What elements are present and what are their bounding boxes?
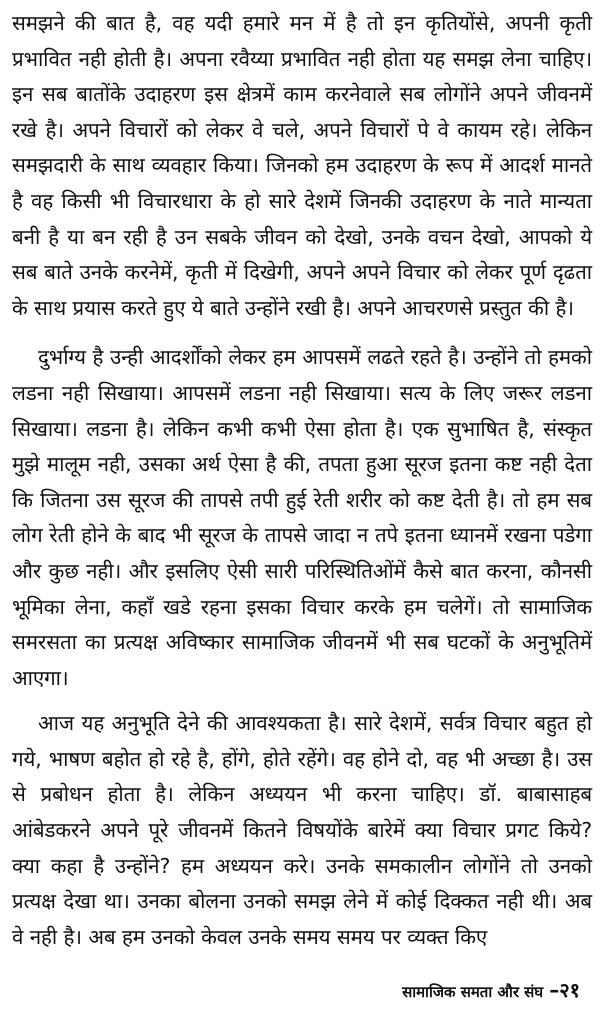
- footer-book-title: सामाजिक समता और संघ: [402, 983, 544, 1001]
- paragraph-2: दुर्भाग्य है उन्ही आदर्शोंको लेकर हम आपसमें लढते रहते है। उन्होंने तो हमको लडना नही सिखाया। आपसमें लडना नही सिखाया। सत्य के लिए जरूर लडना सिखाया। लडना है। लेकिन कभी कभी ऐसा होता है। एक सुभाषित है, संस्कृत मुझे मालूम नही, उसका अर्थ ऐसा है की, तपता हुआ सूरज इतना कष्ट नही देता कि जितना उस सूरज की तापसे तपी हुई रेती शरीर को कष्ट देती है। तो हम सब लोग रेती होने के बाद भी सूरज के तापसे जादा न तपे इतना ध्यानमें रखना पडेगा और कुछ नही। और इसलिए ऐसी सारी परिस्थितिओंमें कैसे बात करना, कौनसी भूमिका लेना, कहाँ खडे रहना इसका विचार करके हम चलेगें। तो सामाजिक समरसता का प्रत्यक्ष अविष्कार सामाजिक जीवनमें भी सब घटकों के अनुभूतिमें आएगा।: [12, 345, 592, 690]
- footer-page-number: –२१: [549, 978, 580, 1002]
- paragraph-1: समझने की बात है, वह यदी हमारे मन में है तो इन कृतियोंसे, अपनी कृती प्रभावित नही होती है। अपना रवैय्या प्रभावित नही होता यह समझ लेना चाहिए। इन सब बातोंके उदाहरण इस क्षेत्रमें काम करनेवाले सब लोगोंने अपने जीवनमें रखे है। अपने विचारों को लेकर वे चले, अपने विचारों पे वे कायम रहे। लेकिन समझदारी के साथ व्यवहार किया। जिनको हम उदाहरण के रूप में आदर्श मानते है वह किसी भी विचारधारा के हो सारे देशमें जिनकी उदाहरण के नाते मान्यता बनी है या बन रही है उन सबके जीवन को देखो, उनके वचन देखो, आपको ये सब बाते उनके करनेमें, कृती में दिखेगी, अपने अपने विचार को लेकर पूर्ण दृढता के साथ प्रयास करते हुए ये बाते उन्होंने रखी है। अपने आचरणसे प्रस्तुत की है।: [12, 11, 592, 320]
- page-footer: [402, 976, 580, 1003]
- document-page: [12, 6, 592, 955]
- paragraph-3: आज यह अनुभूति देने की आवश्यकता है। सारे देशमें, सर्वत्र विचार बहुत हो गये, भाषण बहोत हो रहे है, होंगे, होते रहेंगे। वह होने दो, वह भी अच्छा है। उस से प्रबोधन होता है। लेकिन अध्ययन भी करना चाहिए। डॉ. बाबासाहब आंबेडकरने अपने पूरे जीवनमें कितने विषयोंके बारेमें क्या विचार प्रगट किये? क्या कहा है उन्होंने? हम अध्ययन करे। उनके समकालीन लोगोंने तो उनको प्रत्यक्ष देखा था। उनका बोलना उनको समझ लेने में कोई दिक्कत नही थी। अब वे नही है। अब हम उनको केवल उनके समय समय पर व्यक्त किए: [12, 711, 592, 949]
